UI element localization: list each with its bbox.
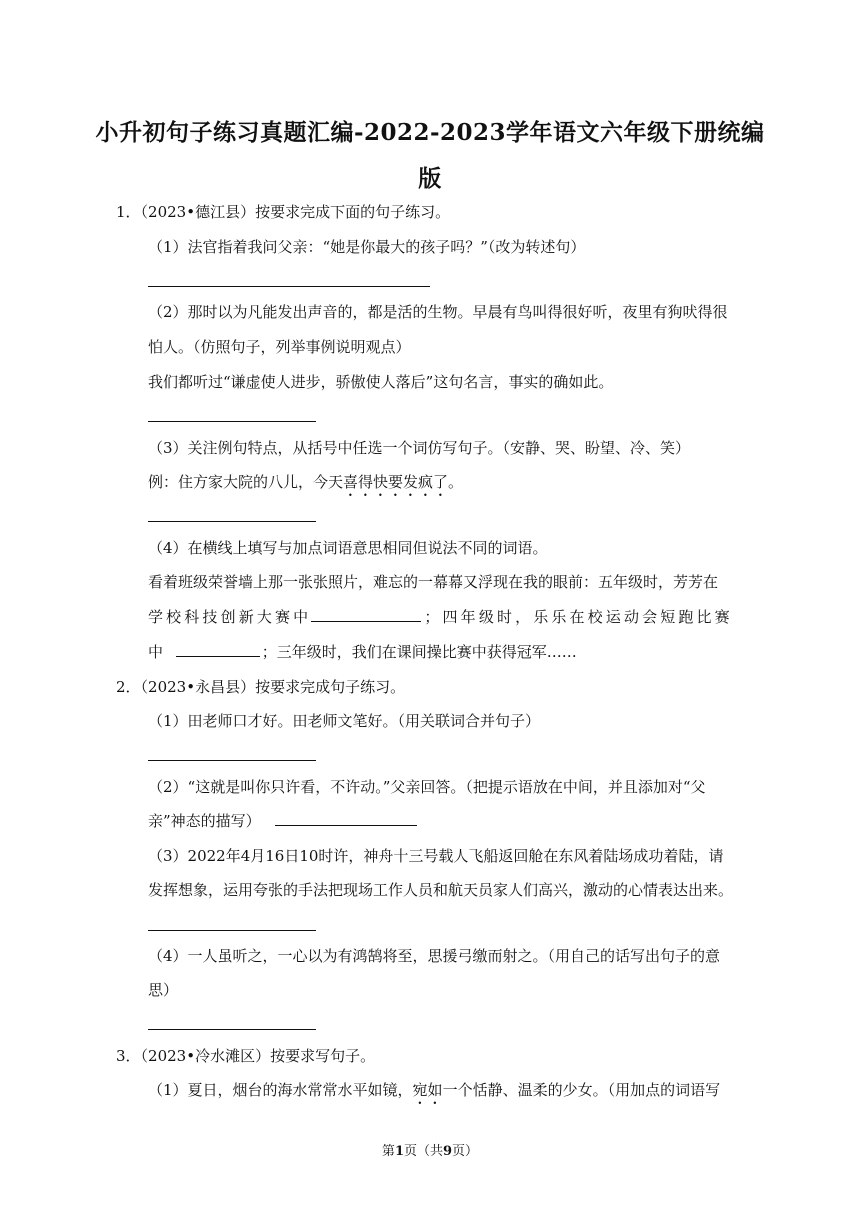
text-char: 大 [256,608,272,626]
dotted-emphasis-text: 喜得快要发疯了 [343,473,449,491]
text-char: 动 [623,608,639,626]
text-char: 年 [460,608,476,626]
q2-part2-line1: （2）“这就是叫你只许看，不许动。”父亲回答。（把提示语放在中间，并且添加对“父 [148,778,706,796]
dotted-emphasis-text: 宛如 [412,1081,443,1099]
q2-part2-line2 [148,811,417,831]
q2-part3-line2: 发挥想象，运用夸张的手法把现场工作人员和航天员家人们高兴，激动的心情表达出来。 [148,881,734,899]
q1-part4-line2: 看着班级荣誉墙上那一张张照片，难忘的一幕幕又浮现在我的眼前：五年级时，芳芳在 [148,573,719,591]
page-footer [0,1140,860,1159]
answer-blank[interactable] [148,1029,316,1030]
text-char: 新 [238,608,254,626]
text-char: 中 [148,643,164,661]
question-3-header [116,1046,375,1066]
text-char: 短 [660,608,676,626]
q1-part2-line3: 我们都听过“谦虚使人进步，骄傲使人落后”这句名言，事实的确如此。 [148,373,614,391]
q2-part4-line2: 思） [148,981,179,999]
answer-blank[interactable] [148,521,316,522]
question-1-header [116,202,450,222]
text-segment: 一个恬静、温柔的少女。（用加点的词语写 [442,1081,721,1099]
footer-text: 第 [381,1144,395,1159]
text-char: 时 [496,608,512,626]
q1-part1: （1）法官指着我问父亲：“她是你最大的孩子吗？”（改为转述句） [148,238,586,256]
q2-part3-line1: （3）2022年4月16日10时许，神舟十三号载人飞船返回舱在东风着陆场成功着陆，请 [148,847,724,865]
text-char: 学 [148,608,164,626]
q1-part4-line3 [148,607,730,627]
text-char: 乐 [551,608,567,626]
fill-blank[interactable] [176,642,260,657]
q2-part4-line1: （4）一人虽听之，一心以为有鸿鹄将至，思援弓缴而射之。（用自己的话写出句子的意 [148,947,721,965]
text-char: 技 [202,608,218,626]
question-source: （2023•德江县） [140,203,256,221]
fill-blank[interactable] [275,811,417,826]
question-number: 1． [116,203,141,221]
text-char: 在 [569,608,585,626]
total-pages: 9 [443,1144,453,1159]
example-end: 。 [448,473,464,491]
text-char: 创 [220,608,236,626]
answer-blank[interactable] [148,421,316,422]
q1-part2-line1: （2）那时以为凡能发出声音的，都是活的生物。早晨有鸟叫得很好听，夜里有狗吠得很 [148,303,728,321]
text-char: 四 [442,608,458,626]
question-number: 2． [116,678,141,696]
q1-part4-line4 [148,642,577,662]
question-2-header [116,677,405,697]
answer-blank[interactable] [148,930,316,931]
question-prompt: 按要求完成句子练习。 [255,678,406,696]
answer-blank[interactable] [148,760,316,761]
text-char: 会 [642,608,658,626]
text-segment: （1）夏日，烟台的海水常常水平如镜， [148,1081,413,1099]
q1-part2-line2: 怕人。（仿照句子，列举事例说明观点） [148,338,411,356]
document-title-line1: 小升初句子练习真题汇编-2022-2023学年语文六年级下册统编 [95,119,765,146]
q2-part1: （1）田老师口才好。田老师文笔好。（用关联词合并句子） [148,712,541,730]
text-char: 级 [478,608,494,626]
document-title-line2: 版 [418,165,442,192]
question-source: （2023•永昌县） [140,678,256,696]
question-source: （2023•冷水滩区） [140,1047,271,1065]
question-number: 3． [116,1047,141,1065]
text-char: 运 [605,608,621,626]
text-char: 比 [696,608,712,626]
text-char: 乐 [533,608,549,626]
q1-part3-example [148,472,463,500]
text-char: 科 [184,608,200,626]
footer-text: 页（共 [403,1144,443,1159]
text-char: 校 [587,608,603,626]
q3-part1 [148,1080,720,1108]
text-char: 中 [293,608,309,626]
text-char: 赛 [714,608,730,626]
q1-part4-line1: （4）在横线上填写与加点词语意思相同但说法不同的词语。 [148,539,548,557]
footer-text: 页） [452,1144,479,1159]
text-char: ， [515,608,531,626]
text-char: ； [424,608,440,626]
q1-part3-line1: （3）关注例句特点，从括号中任选一个词仿写句子。（安静、哭、盼望、冷、笑） [148,439,691,457]
text-segment: 亲”神态的描写） [148,812,261,830]
page-number: 1 [394,1144,404,1159]
fill-blank[interactable] [311,607,421,622]
text-char: 赛 [274,608,290,626]
answer-blank[interactable] [148,286,430,287]
text-segment: ；三年级时，我们在课间操比赛中获得冠军…… [261,643,577,661]
question-prompt: 按要求完成下面的句子练习。 [255,203,451,221]
example-text: 例：住方家大院的八儿，今天 [148,473,344,491]
text-char: 校 [166,608,182,626]
text-char: 跑 [678,608,694,626]
question-prompt: 按要求写句子。 [270,1047,376,1065]
